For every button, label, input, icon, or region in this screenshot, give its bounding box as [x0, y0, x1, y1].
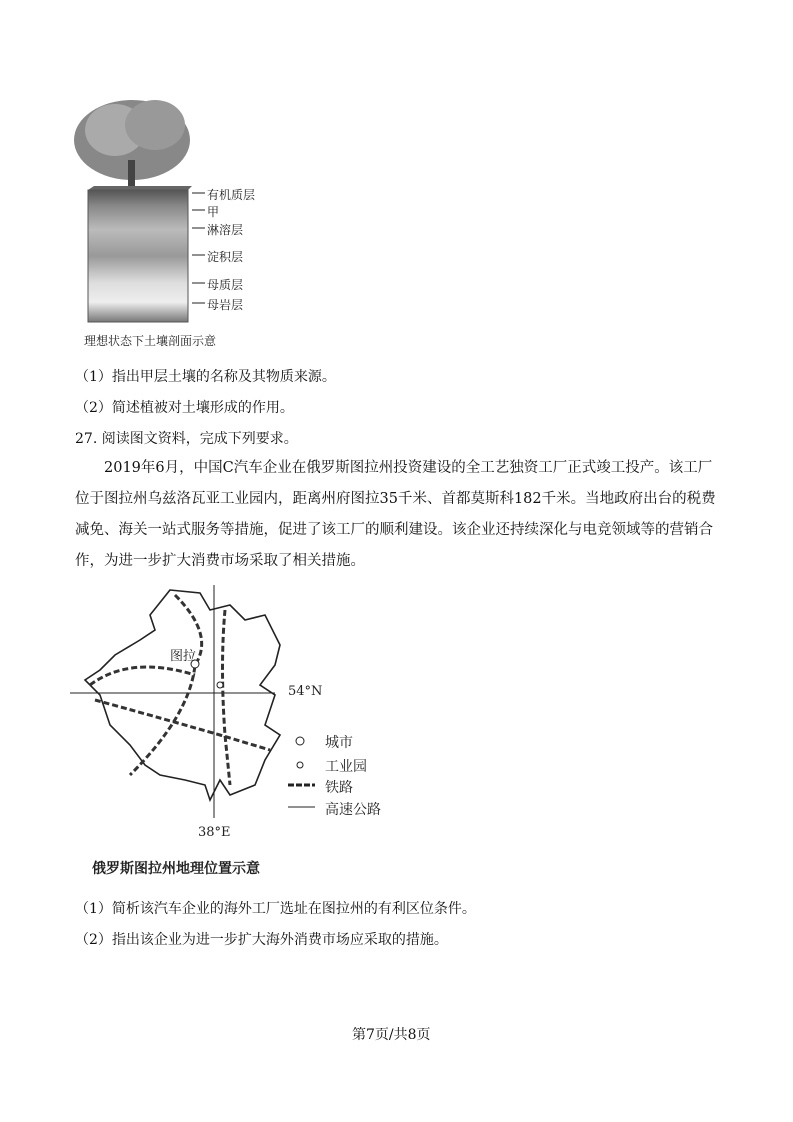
legend-railway: 铁路	[325, 780, 353, 796]
layer-label: 母岩层	[207, 298, 244, 312]
page-footer: 第7页/共8页	[352, 1027, 431, 1043]
legend-city-icon	[296, 737, 304, 745]
legend-industrial-park: 工业园	[325, 759, 367, 775]
layer-label: 有机质层	[207, 188, 256, 202]
map-caption: 俄罗斯图拉州地理位置示意	[92, 861, 260, 877]
soil-profile-figure	[70, 90, 290, 355]
longitude-label: 38°E	[198, 825, 231, 840]
city-label-tula: 图拉	[170, 649, 197, 664]
latitude-label: 54°N	[288, 684, 323, 699]
layer-label: 母质层	[207, 278, 244, 292]
tula-map-figure	[70, 585, 400, 885]
legend-highway: 高速公路	[325, 802, 381, 818]
layer-label: 甲	[207, 205, 220, 219]
figure-caption: 理想状态下土壤剖面示意	[84, 334, 217, 348]
question-27-2: （2）指出该企业为进一步扩大海外消费市场应采取的措施。	[75, 932, 448, 948]
legend-city: 城市	[325, 735, 353, 751]
question-26-2: （2）简述植被对土壤形成的作用。	[75, 400, 294, 416]
question-26-1: （1）指出甲层土壤的名称及其物质来源。	[75, 369, 336, 385]
question-27-paragraph: 2019年6月，中国C汽车企业在俄罗斯图拉州投资建设的全工艺独资工厂正式竣工投产。该工厂位于图拉州乌兹洛瓦亚工业园内，距离州府图拉35千米、首都莫斯科182千米。当地政府出台的税费减免、海关一站式服务等措施，促进了该工厂的顺利建设。该企业还持续深化与电竞领域等的营销合作，为进一步扩大消费市场采取了相关措施。	[75, 460, 716, 569]
legend-industrial-park-icon	[297, 762, 303, 768]
soil-profile-illustration	[70, 90, 290, 330]
question-27-1: （1）简析该汽车企业的海外工厂选址在图拉州的有利区位条件。	[75, 901, 476, 917]
question-27-heading: 27. 阅读图文资料，完成下列要求。	[75, 431, 298, 447]
layer-label: 淀积层	[207, 250, 244, 264]
layer-label: 淋溶层	[207, 223, 244, 237]
